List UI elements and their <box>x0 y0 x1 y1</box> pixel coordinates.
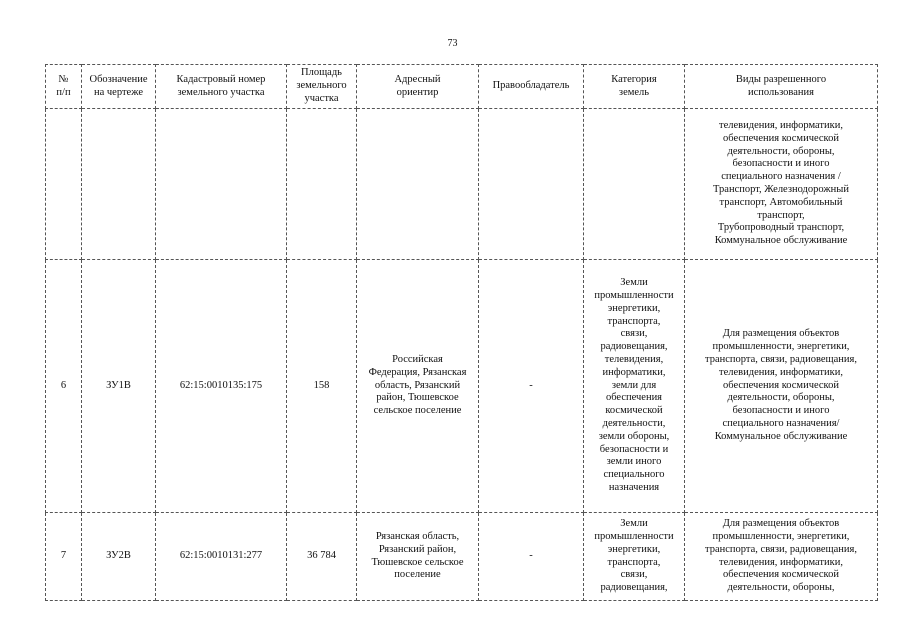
page-number: 73 <box>447 38 458 49</box>
header-address: Адресный ориентир <box>357 65 479 109</box>
header-land-category: Категория земель <box>584 65 685 109</box>
cell-cadastral: 62:15:0010131:277 <box>156 513 287 601</box>
cell-address <box>357 109 479 260</box>
cell-number: 6 <box>46 260 82 513</box>
cell-category: Земли промышленности энергетики, транспорта, связи, радиовещания, телевидения, информатики, земли для обеспечения космической деятельности, земли обороны, безопасности и земли иного специального назначения <box>584 260 685 513</box>
cell-designation: ЗУ2В <box>82 513 156 601</box>
land-plots-table <box>45 64 878 601</box>
cell-area: 36 784 <box>287 513 357 601</box>
cell-number: 7 <box>46 513 82 601</box>
cell-permitted-use: Для размещения объектов промышленности, энергетики, транспорта, связи, радиовещания, телевидения, информатики, обеспечения космической деятельности, обороны, <box>685 513 878 601</box>
cell-category <box>584 109 685 260</box>
header-permitted-use: Виды разрешенного использования <box>685 65 878 109</box>
cell-designation <box>82 109 156 260</box>
cell-address: Рязанская область, Рязанский район, Тюшевское сельское поселение <box>357 513 479 601</box>
table-row <box>46 260 878 513</box>
cell-owner: - <box>479 513 584 601</box>
cell-cadastral <box>156 109 287 260</box>
header-designation: Обозначение на чертеже <box>82 65 156 109</box>
cell-number <box>46 109 82 260</box>
cell-owner <box>479 109 584 260</box>
table-row-continuation <box>46 109 878 260</box>
header-number: № п/п <box>46 65 82 109</box>
cell-category: Земли промышленности энергетики, транспорта, связи, радиовещания, <box>584 513 685 601</box>
header-owner: Правообладатель <box>479 65 584 109</box>
header-cadastral-number: Кадастровый номер земельного участка <box>156 65 287 109</box>
cell-permitted-use: Для размещения объектов промышленности, энергетики, транспорта, связи, радиовещания, телевидения, информатики, обеспечения космической деятельности, обороны, безопасности и иного специального назначения/ Коммунальное обслуживание <box>685 260 878 513</box>
header-area: Площадь земельного участка <box>287 65 357 109</box>
cell-designation: ЗУ1В <box>82 260 156 513</box>
table-row <box>46 513 878 601</box>
cell-cadastral: 62:15:0010135:175 <box>156 260 287 513</box>
cell-area <box>287 109 357 260</box>
cell-permitted-use: телевидения, информатики, обеспечения космической деятельности, обороны, безопасности и иного специального назначения / Транспорт, Железнодорожный транспорт, Автомобильный транспорт, Трубопроводный транспорт, Коммунальное обслуживание <box>685 109 878 260</box>
table-header-row <box>46 65 878 109</box>
cell-owner: - <box>479 260 584 513</box>
cell-area: 158 <box>287 260 357 513</box>
cell-address: Российская Федерация, Рязанская область, Рязанский район, Тюшевское сельское поселение <box>357 260 479 513</box>
